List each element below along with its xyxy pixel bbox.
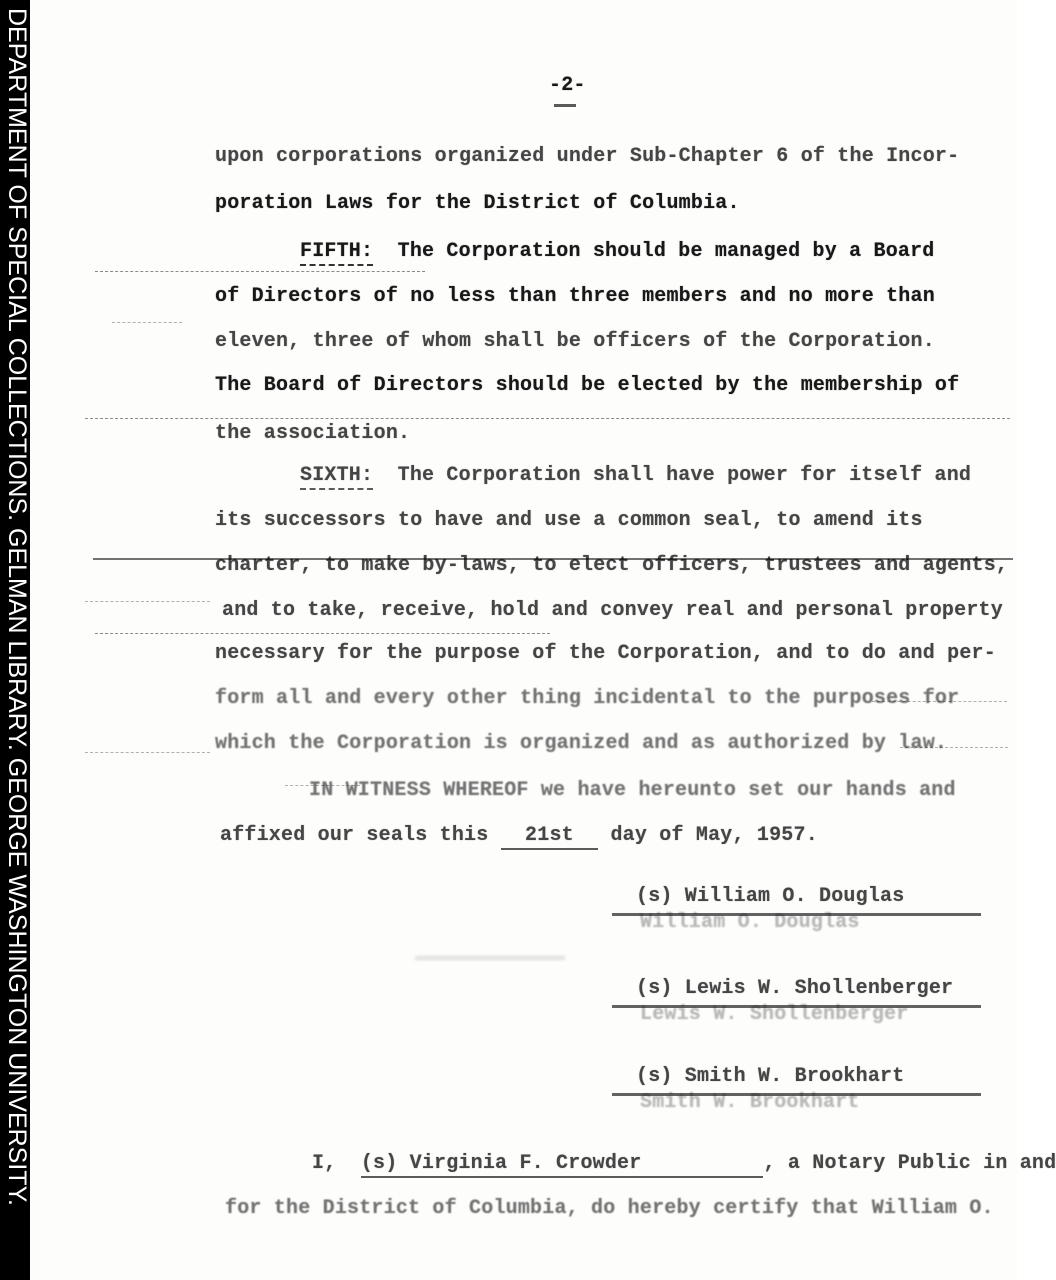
scan-artifact-line [85,752,210,753]
notary-line: for the District of Columbia, do hereby certify that William O. [225,1197,994,1220]
document-line: form all and every other thing incidental to the purposes for [215,687,960,710]
line-text: The Corporation shall have power for itself and [373,464,972,487]
date-fill-in: 21st [501,824,599,850]
scan-artifact-line [85,418,1010,419]
document-line: charter, to make by-laws, to elect officers, trustees and agents, [215,554,1009,577]
page-number: -2- [549,74,586,97]
archive-label-text: DEPARTMENT OF SPECIAL COLLECTIONS. GELMAN LIBRARY. GEORGE WASHINGTON UNIVERSITY. [3,8,31,1206]
line-text: I, [312,1152,361,1175]
document-line: IN WITNESS WHEREOF we have hereunto set our hands and [309,779,956,802]
document-line: poration Laws for the District of Columbia. [215,192,740,215]
scan-artifact-line [872,701,1007,702]
page-number-underscore [554,104,576,107]
document-line: of Directors of no less than three members and no more than [215,285,935,308]
document-line [220,823,818,849]
scan-artifact-line [95,633,550,634]
section-heading-fifth: FIFTH: [300,240,373,266]
line-text: day of May, 1957. [598,824,818,847]
scan-artifact-line [900,747,1008,748]
scan-artifact-line [285,785,360,786]
document-line: which the Corporation is organized and as authorized by law. [215,732,948,755]
document-line: and to take, receive, hold and convey real and personal property [222,599,1003,622]
section-heading-sixth: SIXTH: [300,464,373,490]
scan-artifact-line [112,322,182,323]
scan-artifact-line [95,271,425,272]
document-line: upon corporations organized under Sub-Chapter 6 of the Incor- [215,145,960,168]
notary-signature-fill-in: (s) Virginia F. Crowder [361,1152,764,1178]
line-text: , a Notary Public in and [763,1152,1056,1175]
scan-artifact-smudge [415,956,565,960]
document-line [300,239,935,265]
signature-carbon-ghost: Lewis W. Shollenberger [640,1003,909,1026]
scan-artifact-line [85,601,210,602]
document-line: necessary for the purpose of the Corporation, and to do and per- [215,642,996,665]
document-line [300,463,971,489]
document-line: eleven, three of whom shall be officers of the Corporation. [215,330,935,353]
signature-text: (s) Lewis W. Shollenberger [636,977,954,1000]
archive-label-bar [0,0,30,1280]
scan-artifact-line [93,558,1013,560]
signature-carbon-ghost: Smith W. Brookhart [640,1091,860,1114]
line-text: affixed our seals this [220,824,501,847]
document-line: the association. [215,422,411,445]
signature-carbon-ghost: William O. Douglas [640,911,860,934]
document-line: The Board of Directors should be elected by the membership of [215,374,960,397]
notary-line [312,1151,1056,1177]
signature-text: (s) Smith W. Brookhart [636,1065,905,1088]
document-line: its successors to have and use a common seal, to amend its [215,509,923,532]
line-text: The Corporation should be managed by a Board [373,240,935,263]
signature-text: (s) William O. Douglas [636,885,905,908]
